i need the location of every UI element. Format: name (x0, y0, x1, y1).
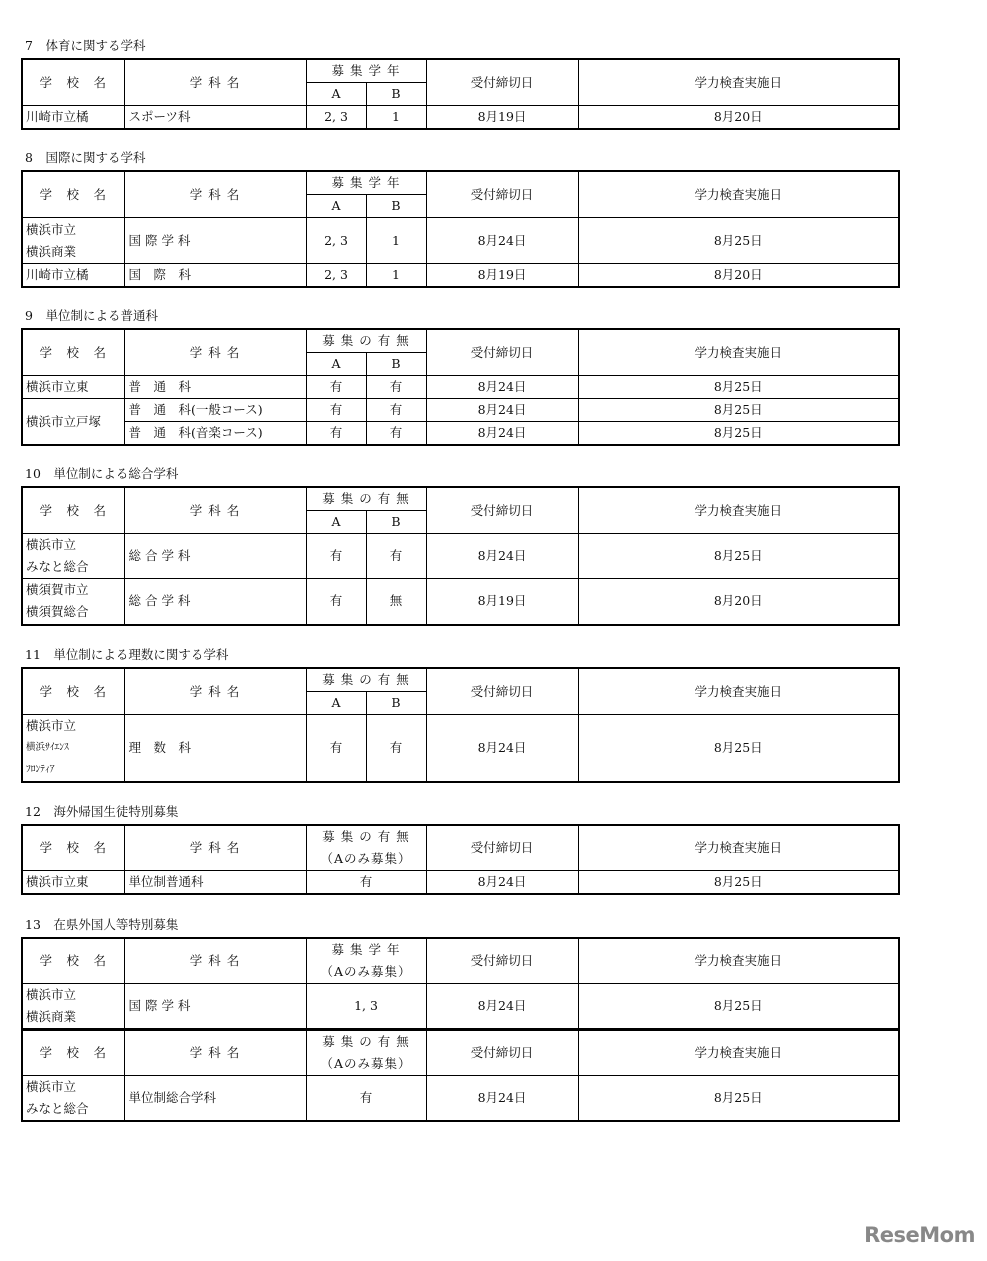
schedule-table (21, 328, 900, 446)
department-name: 普 通 科(音楽コース) (124, 422, 306, 446)
exam-date: 8月20日 (578, 579, 899, 625)
header-dept: 学 科 名 (124, 171, 306, 218)
table-row (22, 1076, 899, 1122)
header-exam: 学力検査実施日 (578, 938, 899, 984)
department-name: 単位制普通科 (124, 871, 306, 895)
school-name-line: みなと総合 (26, 1101, 89, 1116)
table-row (22, 264, 899, 288)
header-recruit: 募 集 学 年 (306, 171, 426, 195)
deadline-date: 8月24日 (426, 984, 578, 1030)
table-row (22, 422, 899, 446)
school-name (22, 984, 124, 1030)
header-b: B (366, 83, 426, 106)
table-row (22, 106, 899, 130)
header-exam: 学力検査実施日 (578, 668, 899, 715)
header-deadline: 受付締切日 (426, 329, 578, 376)
header-a: A (306, 195, 366, 218)
header-recruit (306, 825, 426, 871)
schedule-table (21, 486, 900, 626)
department-name: 単位制総合学科 (124, 1076, 306, 1122)
school-name (22, 1076, 124, 1122)
recruit-a: 2, 3 (306, 264, 366, 288)
school-name-line: 横須賀市立 (26, 582, 89, 598)
school-name (22, 871, 124, 895)
department-name: スポーツ科 (124, 106, 306, 130)
recruit-b: 有 (366, 399, 426, 422)
deadline-date: 8月24日 (426, 218, 578, 264)
school-name (22, 106, 124, 130)
recruit-a: 有 (306, 534, 366, 579)
school-name-line: 横浜市立東 (26, 874, 89, 889)
school-name (22, 264, 124, 288)
school-name-line: 横浜市立 (26, 537, 77, 552)
header-a: A (306, 511, 366, 534)
deadline-date: 8月24日 (426, 376, 578, 399)
section-title: 8 国際に関する学科 (25, 150, 146, 165)
header-b: B (366, 353, 426, 376)
school-name-line: 横浜市立戸塚 (26, 413, 102, 429)
header-school: 学 校 名 (22, 329, 124, 376)
section-7 (21, 40, 898, 130)
recruit-a: 1, 3 (306, 984, 426, 1030)
table-row (22, 984, 899, 1030)
recruit-b: 1 (366, 218, 426, 264)
header-dept: 学 科 名 (124, 1030, 306, 1076)
header-dept: 学 科 名 (124, 329, 306, 376)
school-name-line: 横浜ｻｲｴﾝｽ (26, 742, 69, 753)
school-name-line: 横浜商業 (26, 243, 77, 259)
deadline-date: 8月19日 (426, 264, 578, 288)
header-row (22, 938, 899, 984)
school-name-line: 横浜商業 (26, 1009, 77, 1024)
header-deadline: 受付締切日 (426, 171, 578, 218)
header-recruit-label: 募 集 学 年 (331, 942, 401, 957)
schedule-table (21, 58, 900, 130)
header-school: 学 校 名 (22, 668, 124, 715)
header-recruit-label: 募 集 の 有 無 (322, 1034, 410, 1049)
header-a-only-note: （Aのみ募集） (320, 851, 412, 866)
exam-date: 8月25日 (578, 399, 899, 422)
header-school: 学 校 名 (22, 487, 124, 534)
exam-date: 8月25日 (578, 984, 899, 1030)
recruit-a: 2, 3 (306, 218, 366, 264)
header-recruit: 募 集 の 有 無 (306, 329, 426, 353)
header-exam: 学力検査実施日 (578, 487, 899, 534)
header-deadline: 受付締切日 (426, 1030, 578, 1076)
header-exam: 学力検査実施日 (578, 59, 899, 106)
header-recruit (306, 1030, 426, 1076)
deadline-date: 8月19日 (426, 106, 578, 130)
recruit-b: 有 (366, 422, 426, 446)
school-name-line: 横浜市立東 (26, 379, 89, 394)
department-name: 総 合 学 科 (124, 534, 306, 579)
deadline-date: 8月19日 (426, 579, 578, 625)
deadline-date: 8月24日 (426, 1076, 578, 1122)
header-b: B (366, 511, 426, 534)
department-name: 普 通 科 (124, 376, 306, 399)
header-school: 学 校 名 (22, 1030, 124, 1076)
school-name-line: 横須賀総合 (26, 604, 89, 620)
header-deadline: 受付締切日 (426, 487, 578, 534)
exam-date: 8月20日 (578, 106, 899, 130)
deadline-date: 8月24日 (426, 871, 578, 895)
header-row (22, 668, 899, 692)
department-name: 理 数 科 (124, 715, 306, 783)
section-12 (21, 806, 898, 895)
header-b: B (366, 692, 426, 715)
header-row (22, 1030, 899, 1076)
table-row (22, 871, 899, 895)
exam-date: 8月25日 (578, 1076, 899, 1122)
school-name-line: 川崎市立橘 (26, 109, 89, 124)
section-title: 13 在県外国人等特別募集 (25, 917, 179, 932)
recruit-a: 有 (306, 1076, 426, 1122)
header-recruit: 募 集 学 年 (306, 59, 426, 83)
header-school: 学 校 名 (22, 171, 124, 218)
exam-date: 8月25日 (578, 218, 899, 264)
section-10 (21, 468, 898, 626)
header-school: 学 校 名 (22, 59, 124, 106)
section-11 (21, 649, 898, 783)
header-dept: 学 科 名 (124, 59, 306, 106)
header-recruit (306, 938, 426, 984)
school-name-line: 横浜市立 (26, 221, 77, 237)
header-deadline: 受付締切日 (426, 825, 578, 871)
recruit-a: 有 (306, 376, 366, 399)
recruit-a: 有 (306, 422, 366, 446)
header-exam: 学力検査実施日 (578, 825, 899, 871)
recruit-b: 1 (366, 106, 426, 130)
school-name-line: 横浜市立 (26, 1079, 77, 1094)
recruit-a: 有 (306, 871, 426, 895)
header-exam: 学力検査実施日 (578, 1030, 899, 1076)
header-row (22, 487, 899, 511)
recruit-a: 有 (306, 715, 366, 783)
section-13 (21, 919, 898, 1122)
section-title: 10 単位制による総合学科 (25, 466, 179, 481)
recruit-a: 有 (306, 579, 366, 625)
header-deadline: 受付締切日 (426, 668, 578, 715)
header-exam: 学力検査実施日 (578, 329, 899, 376)
recruit-b: 無 (366, 579, 426, 625)
recruit-b: 有 (366, 376, 426, 399)
header-dept: 学 科 名 (124, 487, 306, 534)
school-name (22, 376, 124, 399)
header-a-only-note: （Aのみ募集） (320, 964, 412, 979)
exam-date: 8月20日 (578, 264, 899, 288)
department-name: 国 際 学 科 (124, 218, 306, 264)
table-row (22, 715, 899, 783)
header-exam: 学力検査実施日 (578, 171, 899, 218)
header-recruit-label: 募 集 の 有 無 (322, 829, 410, 844)
school-name-line: みなと総合 (26, 559, 89, 574)
exam-date: 8月25日 (578, 715, 899, 783)
table-row (22, 399, 899, 422)
header-school: 学 校 名 (22, 825, 124, 871)
schedule-table (21, 667, 900, 783)
deadline-date: 8月24日 (426, 534, 578, 579)
deadline-date: 8月24日 (426, 422, 578, 446)
header-row (22, 329, 899, 353)
schedule-table (21, 937, 900, 1122)
exam-date: 8月25日 (578, 871, 899, 895)
header-row (22, 59, 899, 83)
school-name-line: ﾌﾛﾝﾃｨｱ (26, 764, 55, 775)
header-deadline: 受付締切日 (426, 59, 578, 106)
school-name (22, 399, 124, 446)
header-b: B (366, 195, 426, 218)
section-title: 7 体育に関する学科 (25, 38, 146, 53)
department-name: 総 合 学 科 (124, 579, 306, 625)
deadline-date: 8月24日 (426, 715, 578, 783)
header-a-only-note: （Aのみ募集） (320, 1056, 412, 1071)
header-dept: 学 科 名 (124, 825, 306, 871)
school-name-line: 横浜市立 (26, 718, 77, 733)
recruit-b: 有 (366, 715, 426, 783)
school-name (22, 218, 124, 264)
school-name (22, 579, 124, 625)
school-name (22, 715, 124, 783)
school-name-line: 横浜市立 (26, 987, 77, 1002)
recruit-a: 有 (306, 399, 366, 422)
section-8 (21, 152, 898, 288)
deadline-date: 8月24日 (426, 399, 578, 422)
header-recruit: 募 集 の 有 無 (306, 487, 426, 511)
exam-date: 8月25日 (578, 534, 899, 579)
table-row (22, 218, 899, 264)
header-school: 学 校 名 (22, 938, 124, 984)
recruit-b: 1 (366, 264, 426, 288)
header-a: A (306, 353, 366, 376)
table-row (22, 376, 899, 399)
header-dept: 学 科 名 (124, 938, 306, 984)
header-a: A (306, 692, 366, 715)
section-9 (21, 310, 898, 446)
header-deadline: 受付締切日 (426, 938, 578, 984)
header-recruit: 募 集 の 有 無 (306, 668, 426, 692)
section-title: 11 単位制による理数に関する学科 (25, 647, 229, 662)
header-a: A (306, 83, 366, 106)
header-row (22, 825, 899, 871)
resemom-logo: ReseMom (864, 1223, 975, 1247)
recruit-b: 有 (366, 534, 426, 579)
exam-date: 8月25日 (578, 376, 899, 399)
table-row (22, 534, 899, 579)
recruit-a: 2, 3 (306, 106, 366, 130)
header-dept: 学 科 名 (124, 668, 306, 715)
header-row (22, 171, 899, 195)
exam-date: 8月25日 (578, 422, 899, 446)
school-name-line: 川崎市立橘 (26, 267, 89, 282)
school-name (22, 534, 124, 579)
section-title: 12 海外帰国生徒特別募集 (25, 804, 179, 819)
schedule-table (21, 170, 900, 288)
table-row (22, 579, 899, 625)
section-title: 9 単位制による普通科 (25, 308, 158, 323)
department-name: 国 際 科 (124, 264, 306, 288)
department-name: 普 通 科(一般コース) (124, 399, 306, 422)
schedule-table (21, 824, 900, 895)
department-name: 国 際 学 科 (124, 984, 306, 1030)
